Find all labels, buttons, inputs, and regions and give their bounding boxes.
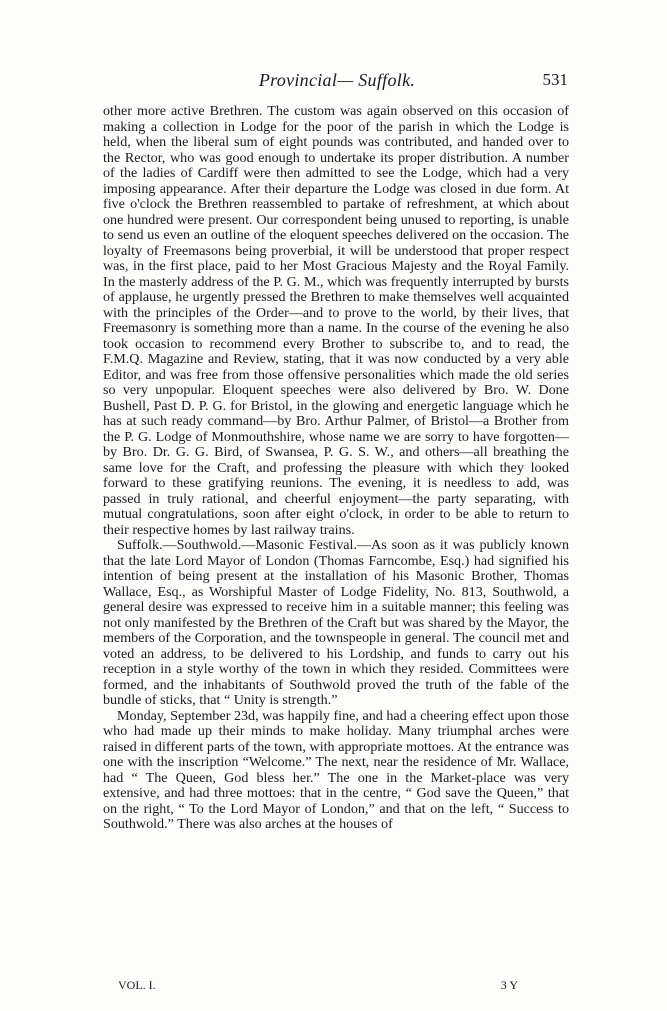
page-footer: [118, 978, 518, 996]
running-title: Provincial— Suffolk.: [258, 70, 416, 90]
volume-mark: VOL. I.: [118, 978, 156, 992]
running-head: [106, 70, 568, 96]
body-text: [103, 104, 569, 833]
signature-mark: 3 Y: [500, 978, 518, 992]
paragraph-southwold-festival: Suffolk.—Southwold.—Masonic Festival.—As soon as it was publicly known that the late Lord Mayor of London (Thomas Farncombe, Esq.) had signified his intention of being present at the installation of his Masonic Brother, Thomas Wallace, Esq., as Worshipful Master of Lodge Fidelity, No. 813, Southwold, a general desire was expressed to receive him in a suitable manner; this feeling was not only manifested by the Brethren of the Craft but was shared by the Mayor, the members of the Corporation, and the townspeople in general. The council met and voted an address, to be delivered to his Lordship, and funds to carry out his reception in a style worthy of the town in which they resided. Committees were formed, and the inhabitants of Southwold proved the truth of the fable of the bundle of sticks, that “ Unity is strength.”: [103, 537, 569, 708]
paragraph-monday-celebration: Monday, September 23d, was happily fine, and had a cheering effect upon those who had made up their minds to make holiday. Many triumphal arches were raised in different parts of the town, with appropriate mottoes. At the entrance was one with the inscription “Welcome.” The next, near the residence of Mr. Wallace, had “ The Queen, God bless her.” The one in the Market-place was very extensive, and had three mottoes: that in the centre, “ God save the Queen,” that on the right, “ To the Lord Mayor of London,” and that on the left, “ Success to Southwold.” There was also arches at the houses of: [103, 707, 569, 832]
paragraph-cardiff-festival: other more active Brethren. The custom was again observed on this occasion of making a collection in Lodge for the poor of the parish in which the Lodge is held, when the liberal sum of eight pounds was contributed, and handed over to the Rector, who was good enough to undertake its proper distribution. A number of the ladies of Cardiff were then admitted to see the Lodge, which had a very imposing appearance. After their departure the Lodge was closed in due form. At five o'clock the Brethren reassembled to partake of refreshment, at which about one hundred were present. Our correspondent being unused to reporting, is unable to send us even an outline of the eloquent speeches delivered on the occasion. The loyalty of Freemasons being proverbial, it will be understood that proper respect was, in the first place, paid to her Most Gracious Majesty and the Royal Family. In the masterly address of the P. G. M., which was frequently interrupted by bursts of applause, he urgently pressed the Brethren to make themselves well acquainted with the principles of the Order—and to prove to the world, by their lives, that Freemasonry is something more than a name. In the course of the evening he also took occasion to recommend every Brother to subscribe to, and to read, the F.M.Q. Magazine and Review, stating, that it was now conducted by a very able Editor, and was free from those offensive personalities which made the old series so very unpopular. Eloquent speeches were also delivered by Bro. W. Done Bushell, Past D. P. G. for Bristol, in the glowing and energetic language which he has at such ready command—by Bro. Arthur Palmer, of Bristol—a Brother from the P. G. Lodge of Monmouthshire, whose name we are sorry to have forgotten—by Bro. Dr. G. G. Bird, of Swansea, P. G. S. W., and others—all breathing the same love for the Craft, and professing the pleasure with which they looked forward to these gratifying reunions. The evening, it is needless to add, was passed in truly rational, and cheerful enjoyment—the party separating, with mutual congratulations, soon after eight o'clock, in order to be able to return to their respective homes by last railway trains.: [103, 103, 569, 538]
page-number: 531: [542, 70, 568, 89]
